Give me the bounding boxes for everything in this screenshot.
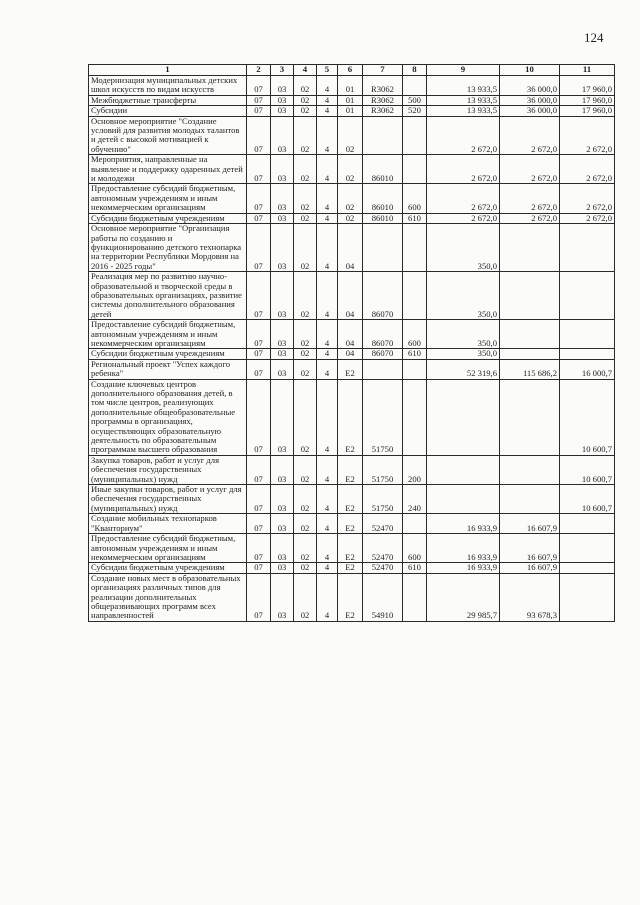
section-code-cell: 07 [247,116,271,155]
subsection-code-cell: 03 [271,563,294,573]
table-row [89,379,615,455]
expense-type-cell: 600 [403,534,427,563]
subsection-code-cell: 03 [271,349,294,359]
amount-cell: 36 000,0 [500,106,560,116]
column-header: 10 [500,65,560,76]
subprogram-code-cell: 4 [317,116,338,155]
subprogram-code-cell: 4 [317,272,338,320]
event-code-cell: E2 [338,379,363,455]
amount-cell: 13 933,5 [427,76,500,96]
program-code-cell: 02 [294,573,317,621]
row-name-cell: Региональный проект "Успех каждого ребенка" [89,359,247,379]
column-header: 4 [294,65,317,76]
amount-cell: 36 000,0 [500,76,560,96]
subprogram-code-cell: 4 [317,359,338,379]
subsection-code-cell: 03 [271,359,294,379]
amount-cell: 16 933,9 [427,514,500,534]
section-code-cell: 07 [247,76,271,96]
subprogram-code-cell: 4 [317,534,338,563]
amount-cell: 2 672,0 [500,116,560,155]
direction-code-cell: 51750 [363,455,403,484]
amount-cell: 2 672,0 [427,213,500,223]
expense-type-cell [403,514,427,534]
program-code-cell: 02 [294,379,317,455]
subprogram-code-cell: 4 [317,349,338,359]
amount-cell: 52 319,6 [427,359,500,379]
direction-code-cell: 52470 [363,563,403,573]
expense-type-cell [403,359,427,379]
subprogram-code-cell: 4 [317,184,338,213]
row-name-cell: Создание новых мест в образовательных организациях различных типов для реализации дополнительных общеразвивающих программ всех направленностей [89,573,247,621]
row-name-cell: Основное мероприятие "Организация работы по созданию и функционированию детского технопарка на территории Республики Мордовия на 2016 - 2025 годы" [89,224,247,272]
table-row [89,184,615,213]
table-row [89,534,615,563]
event-code-cell: 04 [338,320,363,349]
table-row [89,224,615,272]
row-name-cell: Иные закупки товаров, работ и услуг для обеспечения государственных (муниципальных) нужд [89,485,247,514]
expense-type-cell [403,76,427,96]
direction-code-cell: 86010 [363,213,403,223]
subprogram-code-cell: 4 [317,106,338,116]
amount-cell: 2 672,0 [560,213,615,223]
amount-cell: 36 000,0 [500,95,560,105]
column-header: 2 [247,65,271,76]
direction-code-cell: 86070 [363,272,403,320]
subsection-code-cell: 03 [271,485,294,514]
section-code-cell: 07 [247,320,271,349]
amount-cell [500,272,560,320]
amount-cell: 13 933,5 [427,95,500,105]
column-header: 3 [271,65,294,76]
amount-cell [500,224,560,272]
amount-cell: 350,0 [427,224,500,272]
amount-cell: 2 672,0 [500,213,560,223]
table-row [89,455,615,484]
amount-cell: 115 686,2 [500,359,560,379]
subsection-code-cell: 03 [271,155,294,184]
column-header: 9 [427,65,500,76]
amount-cell: 16 933,9 [427,534,500,563]
amount-cell: 17 960,0 [560,95,615,105]
expense-type-cell [403,224,427,272]
amount-cell: 93 678,3 [500,573,560,621]
event-code-cell: 02 [338,155,363,184]
subprogram-code-cell: 4 [317,379,338,455]
program-code-cell: 02 [294,76,317,96]
row-name-cell: Закупка товаров, работ и услуг для обеспечения государственных (муниципальных) нужд [89,455,247,484]
amount-cell [560,349,615,359]
subsection-code-cell: 03 [271,320,294,349]
row-name-cell: Создание мобильных технопарков "Кванториум" [89,514,247,534]
amount-cell: 16 000,7 [560,359,615,379]
amount-cell: 17 960,0 [560,76,615,96]
direction-code-cell: R3062 [363,76,403,96]
amount-cell: 2 672,0 [560,155,615,184]
table-row [89,320,615,349]
program-code-cell: 02 [294,116,317,155]
expense-type-cell: 240 [403,485,427,514]
event-code-cell: 02 [338,213,363,223]
direction-code-cell: 51750 [363,485,403,514]
subprogram-code-cell: 4 [317,95,338,105]
subsection-code-cell: 03 [271,76,294,96]
amount-cell [560,224,615,272]
event-code-cell: 02 [338,116,363,155]
program-code-cell: 02 [294,359,317,379]
subprogram-code-cell: 4 [317,213,338,223]
amount-cell [500,349,560,359]
program-code-cell: 02 [294,514,317,534]
direction-code-cell: 54910 [363,573,403,621]
amount-cell [560,272,615,320]
program-code-cell: 02 [294,534,317,563]
amount-cell: 13 933,5 [427,106,500,116]
budget-table [88,64,615,622]
section-code-cell: 07 [247,485,271,514]
event-code-cell: E2 [338,359,363,379]
section-code-cell: 07 [247,514,271,534]
program-code-cell: 02 [294,485,317,514]
table-row [89,514,615,534]
amount-cell: 10 600,7 [560,455,615,484]
amount-cell: 2 672,0 [427,184,500,213]
amount-cell: 2 672,0 [560,116,615,155]
event-code-cell: 04 [338,224,363,272]
subprogram-code-cell: 4 [317,320,338,349]
table-header-row [89,65,615,76]
section-code-cell: 07 [247,534,271,563]
subsection-code-cell: 03 [271,213,294,223]
amount-cell: 350,0 [427,320,500,349]
amount-cell [427,485,500,514]
table-row [89,272,615,320]
section-code-cell: 07 [247,272,271,320]
row-name-cell: Субсидии бюджетным учреждениям [89,213,247,223]
subprogram-code-cell: 4 [317,76,338,96]
amount-cell [500,379,560,455]
amount-cell: 29 985,7 [427,573,500,621]
direction-code-cell: 86010 [363,184,403,213]
subsection-code-cell: 03 [271,272,294,320]
amount-cell: 10 600,7 [560,379,615,455]
subsection-code-cell: 03 [271,224,294,272]
event-code-cell: 04 [338,272,363,320]
section-code-cell: 07 [247,155,271,184]
column-header: 1 [89,65,247,76]
row-name-cell: Предоставление субсидий бюджетным, автономным учреждениям и иным некоммерческим организациям [89,320,247,349]
expense-type-cell: 610 [403,563,427,573]
direction-code-cell: 52470 [363,514,403,534]
column-header: 8 [403,65,427,76]
program-code-cell: 02 [294,155,317,184]
event-code-cell: E2 [338,534,363,563]
table-row [89,213,615,223]
subprogram-code-cell: 4 [317,155,338,184]
event-code-cell: E2 [338,563,363,573]
subsection-code-cell: 03 [271,116,294,155]
row-name-cell: Создание ключевых центров дополнительного образования детей, в том числе центров, реализующих дополнительные общеобразовательные программы в организациях, осуществляющих образовательную деятельность по образовательным программам высшего образования [89,379,247,455]
amount-cell: 2 672,0 [427,155,500,184]
expense-type-cell [403,573,427,621]
table-row [89,95,615,105]
column-header: 7 [363,65,403,76]
section-code-cell: 07 [247,106,271,116]
direction-code-cell [363,116,403,155]
section-code-cell: 07 [247,379,271,455]
amount-cell: 2 672,0 [560,184,615,213]
section-code-cell: 07 [247,573,271,621]
page-number: 124 [584,30,604,45]
row-name-cell: Основное мероприятие "Создание условий для развития молодых талантов и детей с высокой мотивацией к обучению" [89,116,247,155]
direction-code-cell [363,359,403,379]
subsection-code-cell: 03 [271,534,294,563]
section-code-cell: 07 [247,213,271,223]
row-name-cell: Субсидии бюджетным учреждениям [89,563,247,573]
program-code-cell: 02 [294,213,317,223]
table-row [89,116,615,155]
subsection-code-cell: 03 [271,106,294,116]
amount-cell [560,320,615,349]
table-row [89,485,615,514]
subsection-code-cell: 03 [271,184,294,213]
subsection-code-cell: 03 [271,455,294,484]
row-name-cell: Межбюджетные трансферты [89,95,247,105]
program-code-cell: 02 [294,106,317,116]
subprogram-code-cell: 4 [317,224,338,272]
expense-type-cell: 600 [403,184,427,213]
section-code-cell: 07 [247,359,271,379]
table-row [89,349,615,359]
direction-code-cell [363,224,403,272]
subsection-code-cell: 03 [271,514,294,534]
section-code-cell: 07 [247,184,271,213]
expense-type-cell: 200 [403,455,427,484]
expense-type-cell: 610 [403,349,427,359]
direction-code-cell: R3062 [363,95,403,105]
section-code-cell: 07 [247,455,271,484]
program-code-cell: 02 [294,95,317,105]
table-row [89,76,615,96]
event-code-cell: 02 [338,184,363,213]
event-code-cell: 01 [338,95,363,105]
section-code-cell: 07 [247,349,271,359]
amount-cell [560,563,615,573]
subsection-code-cell: 03 [271,95,294,105]
amount-cell: 10 600,7 [560,485,615,514]
program-code-cell: 02 [294,224,317,272]
amount-cell [427,379,500,455]
expense-type-cell [403,116,427,155]
amount-cell: 350,0 [427,272,500,320]
table-row [89,359,615,379]
amount-cell: 16 933,9 [427,563,500,573]
amount-cell [427,455,500,484]
subprogram-code-cell: 4 [317,455,338,484]
expense-type-cell: 600 [403,320,427,349]
table-row [89,573,615,621]
amount-cell: 2 672,0 [427,116,500,155]
direction-code-cell: 86010 [363,155,403,184]
program-code-cell: 02 [294,320,317,349]
direction-code-cell: 86070 [363,320,403,349]
row-name-cell: Предоставление субсидий бюджетным, автономным учреждениям и иным некоммерческим организациям [89,534,247,563]
section-code-cell: 07 [247,563,271,573]
event-code-cell: E2 [338,455,363,484]
row-name-cell: Модернизация муниципальных детских школ искусств по видам искусств [89,76,247,96]
amount-cell: 16 607,9 [500,563,560,573]
program-code-cell: 02 [294,272,317,320]
expense-type-cell [403,155,427,184]
expense-type-cell: 610 [403,213,427,223]
amount-cell: 17 960,0 [560,106,615,116]
expense-type-cell: 520 [403,106,427,116]
amount-cell [560,573,615,621]
expense-type-cell [403,379,427,455]
amount-cell [560,514,615,534]
table-body [89,76,615,622]
subprogram-code-cell: 4 [317,563,338,573]
section-code-cell: 07 [247,95,271,105]
section-code-cell: 07 [247,224,271,272]
expense-type-cell: 500 [403,95,427,105]
row-name-cell: Реализация мер по развитию научно-образовательной и творческой среды в образовательных организациях, развитие системы дополнительного образования детей [89,272,247,320]
amount-cell: 2 672,0 [500,184,560,213]
direction-code-cell: 86070 [363,349,403,359]
direction-code-cell: 51750 [363,379,403,455]
program-code-cell: 02 [294,349,317,359]
row-name-cell: Мероприятия, направленные на выявление и поддержку одаренных детей и молодежи [89,155,247,184]
direction-code-cell: 52470 [363,534,403,563]
amount-cell: 16 607,9 [500,534,560,563]
program-code-cell: 02 [294,455,317,484]
table-row [89,155,615,184]
row-name-cell: Субсидии [89,106,247,116]
event-code-cell: E2 [338,573,363,621]
event-code-cell: 01 [338,76,363,96]
amount-cell [500,455,560,484]
subprogram-code-cell: 4 [317,514,338,534]
subprogram-code-cell: 4 [317,485,338,514]
table-row [89,563,615,573]
amount-cell [500,320,560,349]
table-row [89,106,615,116]
program-code-cell: 02 [294,184,317,213]
row-name-cell: Предоставление субсидий бюджетным, автономным учреждениям и иным некоммерческим организациям [89,184,247,213]
program-code-cell: 02 [294,563,317,573]
subsection-code-cell: 03 [271,379,294,455]
column-header: 5 [317,65,338,76]
subprogram-code-cell: 4 [317,573,338,621]
column-header: 6 [338,65,363,76]
subsection-code-cell: 03 [271,573,294,621]
event-code-cell: 01 [338,106,363,116]
direction-code-cell: R3062 [363,106,403,116]
amount-cell: 16 607,9 [500,514,560,534]
event-code-cell: E2 [338,514,363,534]
column-header: 11 [560,65,615,76]
event-code-cell: E2 [338,485,363,514]
amount-cell: 2 672,0 [500,155,560,184]
expense-type-cell [403,272,427,320]
event-code-cell: 04 [338,349,363,359]
amount-cell [500,485,560,514]
amount-cell [560,534,615,563]
row-name-cell: Субсидии бюджетным учреждениям [89,349,247,359]
amount-cell: 350,0 [427,349,500,359]
